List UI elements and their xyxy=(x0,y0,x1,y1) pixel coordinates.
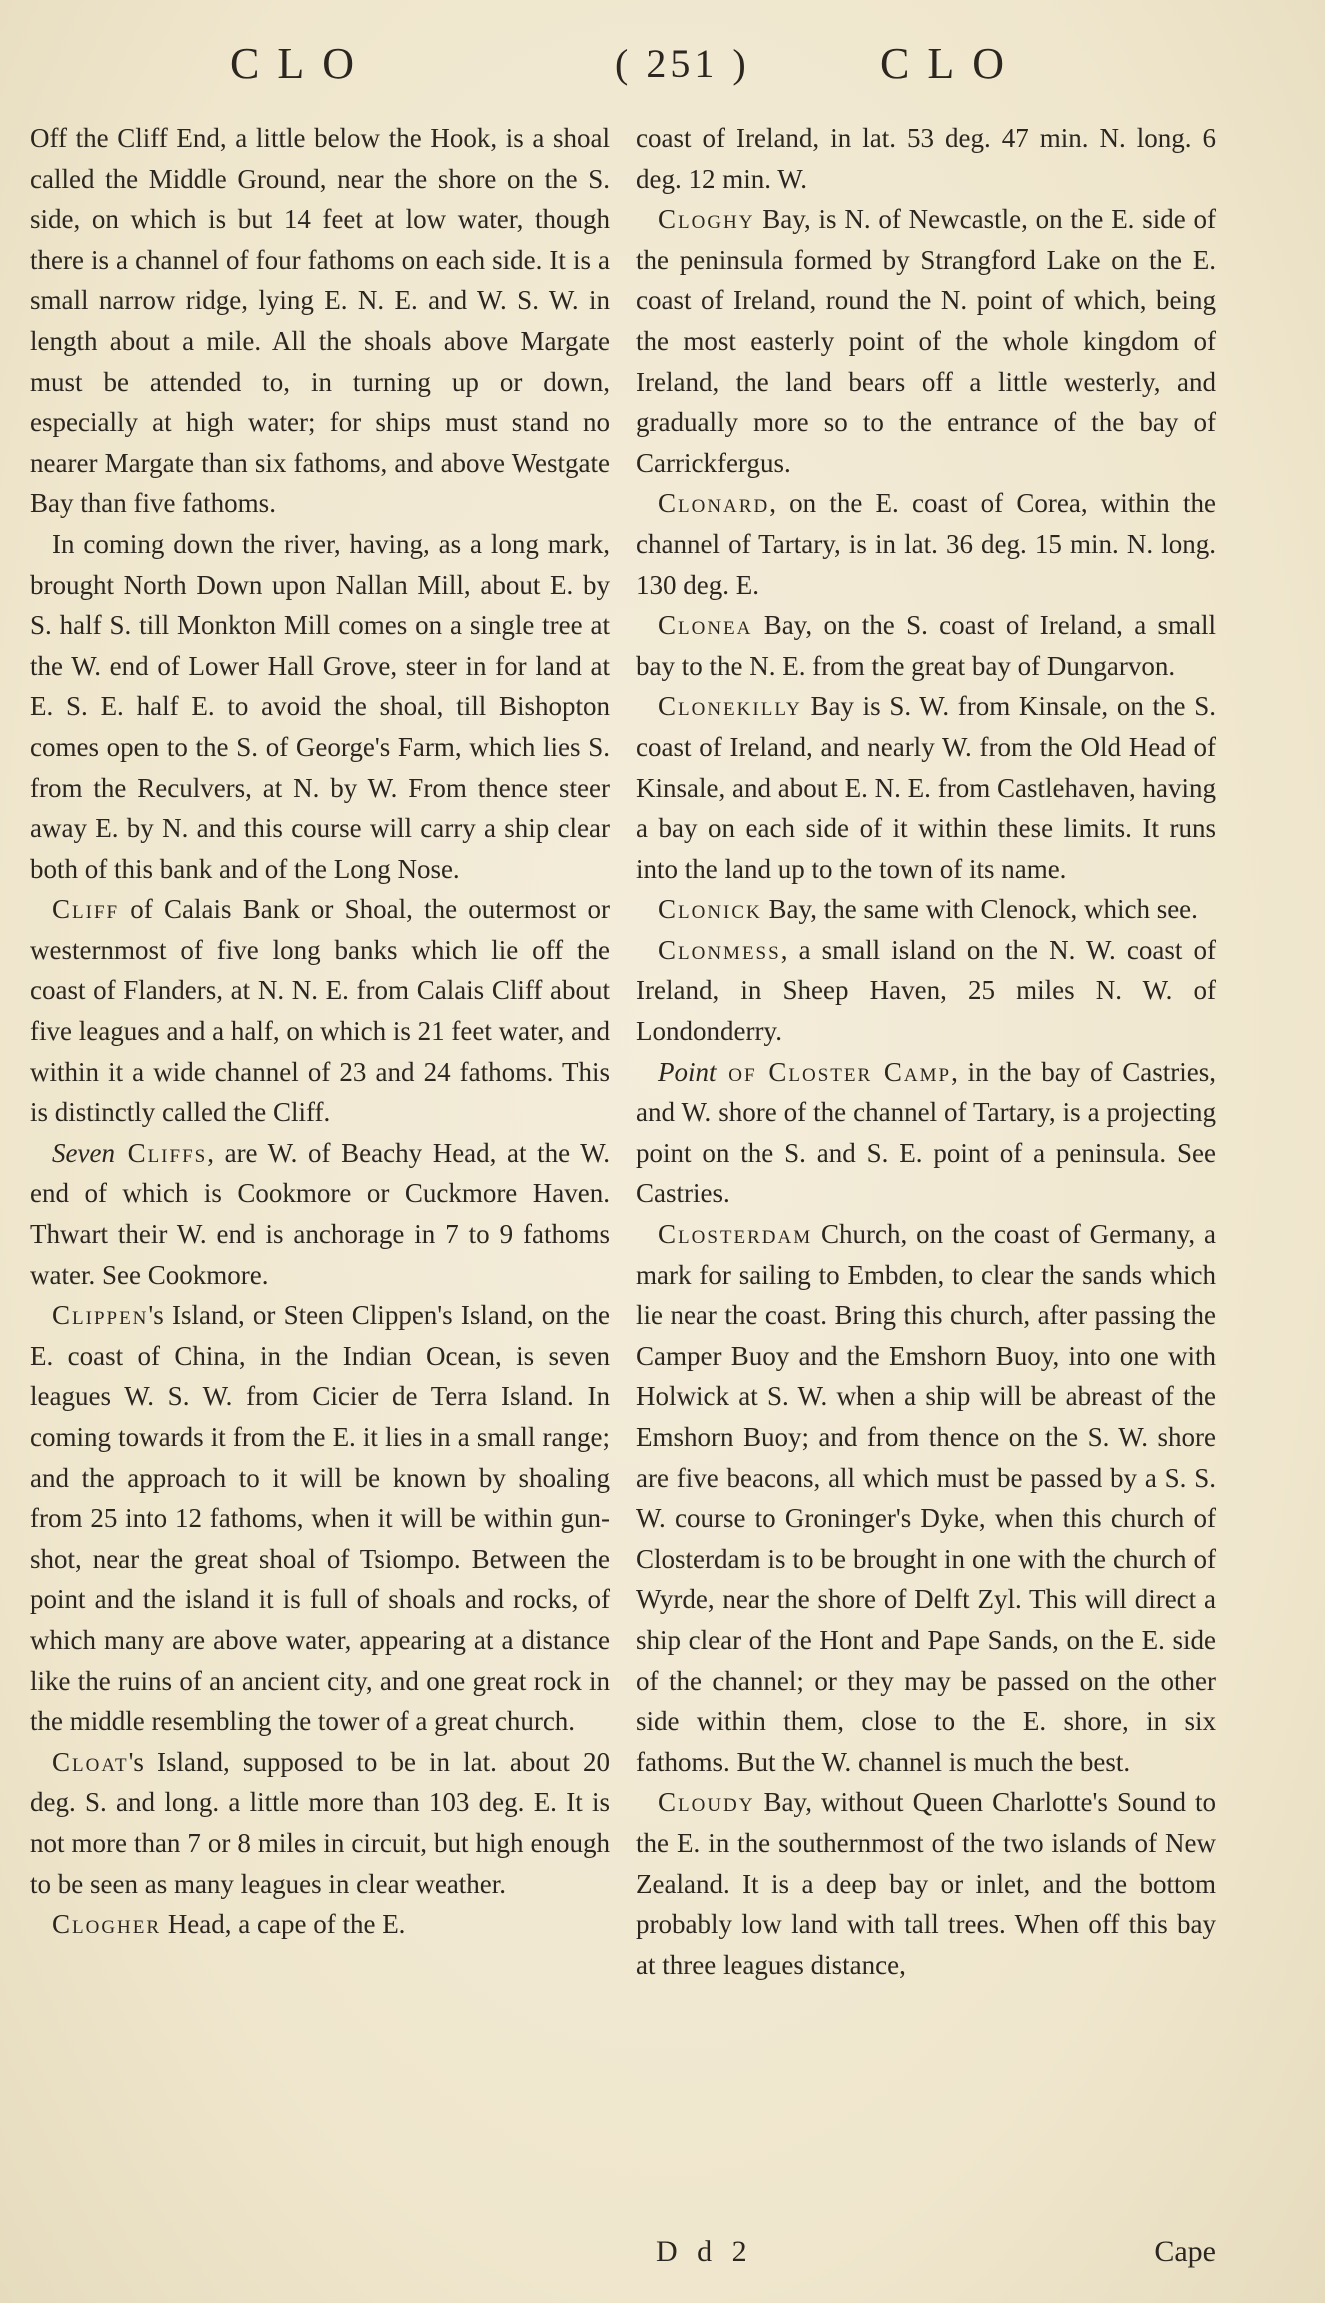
entry-headword: Cliff xyxy=(52,894,120,925)
entry-text: Head, a cape of the E. xyxy=(161,1909,406,1940)
entry-text: coast of Ireland, in lat. 53 deg. 47 min. N. long. 6 deg. 12 min. W. xyxy=(636,123,1216,194)
entry-headword: Cloghy xyxy=(658,204,755,235)
page-number: ( 251 ) xyxy=(615,41,750,86)
entry-text: Church, on the coast of Germany, a mark for sailing to Embden, to clear the sands which lie near the coast. Bring this church, after passing the Camper Buoy and the Emshorn Buoy, into one with Holwick at S. W. when a ship will be abreast of the Emshorn Buoy; and from thence on the S. W. shore are five beacons, all which must be passed by a S. S. W. course to Groninger's Dyke, when this church of Closterdam is to be brought in one with the church of Wyrde, near the shore of Delft Zyl. This will direct a ship clear of the Hont and Pape Sands, on the E. side of the channel; or they may be passed on the other side within them, close to the E. shore, in six fathoms. But the W. channel is much the best. xyxy=(636,1219,1216,1777)
right-column xyxy=(636,118,1216,1985)
entry-text: Bay, without Queen Charlotte's Sound to the E. in the southernmost of the two islands of New Zealand. It is a deep bay or inlet, and the bottom probably low land with tall trees. When off this bay at three leagues distance, xyxy=(636,1787,1216,1980)
entry-text: Bay is S. W. from Kinsale, on the S. coast of Ireland, and nearly W. from the Old Head of Kinsale, and about E. N. E. from Castlehaven, having a bay on each side of it within these limits. It runs into the land up to the town of its name. xyxy=(636,691,1216,884)
entry-headword: Clonmess xyxy=(658,934,781,965)
entry-text: Off the Cliff End, a little below the Hook, is a shoal called the Middle Ground, near the shore on the S. side, on which is but 14 feet at low water, though there is a channel of four fathoms on each side. It is a small narrow ridge, lying E. N. E. and W. S. W. in length about a mile. All the shoals above Margate must be attended to, in turning up or down, especially at high water; for ships must stand no nearer Margate than six fathoms, and above Westgate Bay than five fathoms. xyxy=(30,123,610,519)
entry-headword: Cliffs xyxy=(114,1137,208,1168)
entry-paragraph xyxy=(636,889,1216,930)
entry-paragraph xyxy=(636,118,1216,199)
header-right-word: CLO xyxy=(880,39,1022,88)
entry-paragraph xyxy=(30,1742,610,1904)
entry-headword: Clonard xyxy=(658,488,770,519)
entry-italic-prefix: Point xyxy=(658,1056,717,1087)
entry-paragraph xyxy=(30,118,610,524)
entry-text: 's Island, or Steen Clippen's Island, on the E. coast of China, in the Indian Ocean, is seven leagues W. S. W. from Cicier de Terra Island. In coming towards it from the E. it lies in a small range; and the approach to it will be known by shoaling from 25 into 12 fathoms, when it will be within gun-shot, near the great shoal of Tsiompo. Between the point and the island it is full of shoals and rocks, of which many are above water, appearing at a distance like the ruins of an ancient city, and one great rock in the middle resembling the tower of a great church. xyxy=(30,1300,610,1737)
entry-paragraph xyxy=(30,524,610,889)
entry-paragraph xyxy=(30,1133,610,1295)
entry-headword: Clippen xyxy=(52,1300,149,1331)
entry-paragraph xyxy=(636,930,1216,1052)
entry-headword: Clonea xyxy=(658,610,753,641)
entry-headword: of Closter Camp xyxy=(716,1056,952,1087)
entry-text: of Calais Bank or Shoal, the outermost or westernmost of five long banks which lie off the coast of Flanders, at N. N. E. from Calais Cliff about five leagues and a half, on which is 21 feet water, and within it a wide channel of 23 and 24 fathoms. This is distinctly called the Cliff. xyxy=(30,894,610,1128)
running-header xyxy=(60,38,1265,98)
entry-text: Bay, is N. of Newcastle, on the E. side of the peninsula formed by Strangford Lake on the E. coast of Ireland, round the N. point of which, being the most easterly point of the whole kingdom of Ireland, the land bears off a little westerly, and gradually more so to the entrance of the bay of Carrickfergus. xyxy=(636,204,1216,478)
signature-mark: D d 2 xyxy=(656,2235,753,2268)
entry-paragraph xyxy=(636,605,1216,686)
header-left-word: CLO xyxy=(230,39,372,88)
entry-paragraph xyxy=(30,1904,610,1945)
entry-paragraph xyxy=(636,199,1216,483)
entry-text: Bay, the same with Clenock, which see. xyxy=(761,894,1198,925)
entry-text: , in the bay of Castries, and W. shore of the channel of Tartary, is a projecting point on the S. and S. E. point of a peninsula. See Castries. xyxy=(636,1056,1216,1209)
entry-paragraph xyxy=(636,483,1216,605)
entry-headword: Cloat xyxy=(52,1746,129,1777)
entry-paragraph xyxy=(30,1295,610,1742)
entry-text: , on the E. coast of Corea, within the channel of Tartary, is in lat. 36 deg. 15 min. N. long. 130 deg. E. xyxy=(636,488,1216,600)
page-footer xyxy=(636,2235,1216,2279)
entry-paragraph xyxy=(636,1052,1216,1214)
entry-headword: Clogher xyxy=(52,1909,162,1940)
entry-paragraph xyxy=(636,686,1216,889)
entry-paragraph xyxy=(30,889,610,1133)
entry-headword: Clonekilly xyxy=(658,691,802,722)
entry-text: In coming down the river, having, as a long mark, brought North Down upon Nallan Mill, about E. by S. half S. till Monkton Mill comes on a single tree at the W. end of Lower Hall Grove, steer in for land at E. S. E. half E. to avoid the shoal, till Bishopton comes open to the S. of George's Farm, which lies S. from the Reculvers, at N. by W. From thence steer away E. by N. and this course will carry a ship clear both of this bank and of the Long Nose. xyxy=(30,528,610,884)
left-column xyxy=(30,118,610,1945)
entry-text: 's Island, supposed to be in lat. about 20 deg. S. and long. a little more than 103 deg. E. It is not more than 7 or 8 miles in circuit, but high enough to be seen as many leagues in clear weather. xyxy=(30,1746,610,1899)
entry-headword: Closterdam xyxy=(658,1219,813,1250)
entry-headword: Clonick xyxy=(658,894,762,925)
entry-text: , a small island on the N. W. coast of Ireland, in Sheep Haven, 25 miles N. W. of Londonderry. xyxy=(636,934,1216,1047)
entry-text: , are W. of Beachy Head, at the W. end of which is Cookmore or Cuckmore Haven. Thwart their W. end is anchorage in 7 to 9 fathoms water. See Cookmore. xyxy=(30,1137,610,1290)
entry-paragraph xyxy=(636,1782,1216,1985)
entry-italic-prefix: Seven xyxy=(52,1137,115,1168)
catchword: Cape xyxy=(1154,2235,1216,2268)
entry-text: Bay, on the S. coast of Ireland, a small bay to the N. E. from the great bay of Dungarvon. xyxy=(636,610,1216,681)
entry-paragraph xyxy=(636,1214,1216,1782)
entry-headword: Cloudy xyxy=(658,1787,755,1818)
